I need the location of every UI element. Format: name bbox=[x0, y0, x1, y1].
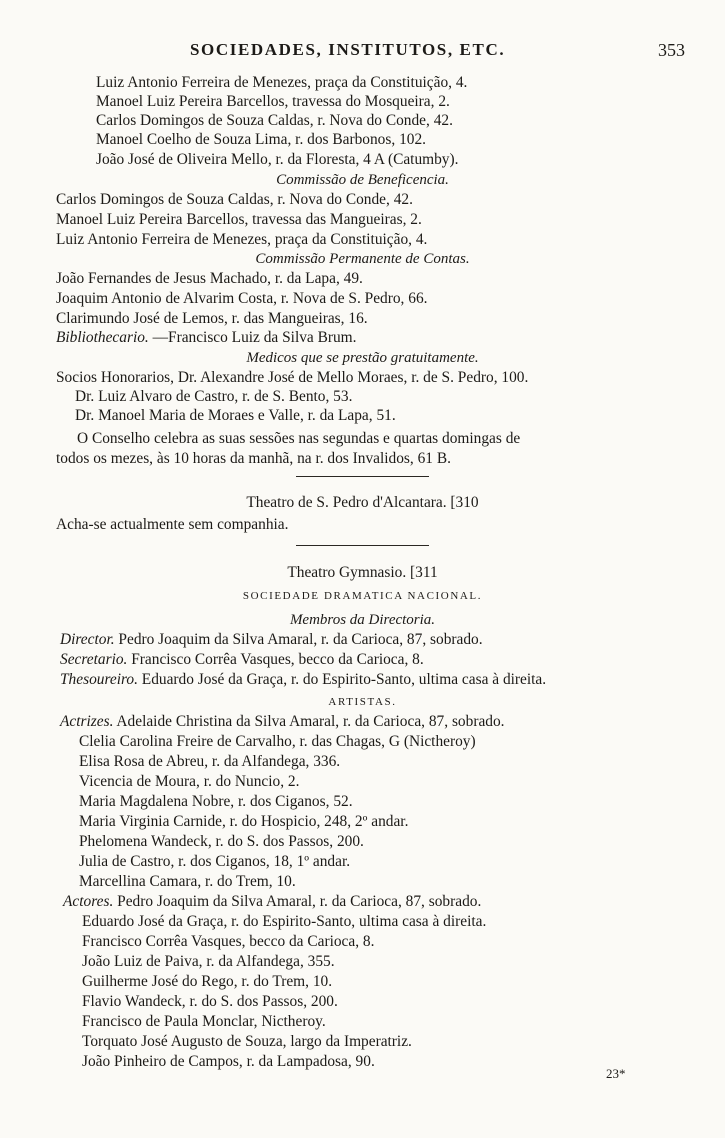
section-title: Theatro de S. Pedro d'Alcantara. [310 bbox=[246, 494, 479, 511]
text-line: Marcellina Camara, r. do Trem, 10. bbox=[79, 873, 296, 890]
text-line: Luiz Antonio Ferreira de Menezes, praça da Constituição, 4. bbox=[96, 74, 468, 91]
page-header bbox=[0, 40, 725, 66]
text-line bbox=[56, 328, 357, 348]
section-heading: Medicos que se prestão gratuitamente. bbox=[246, 350, 479, 366]
role-holder: Francisco Corrêa Vasques, becco da Carioca, 8. bbox=[127, 651, 424, 668]
text-line: Luiz Antonio Ferreira de Menezes, praça da Constituição, 4. bbox=[56, 231, 428, 248]
role-label: Actrizes. bbox=[60, 713, 114, 730]
section-heading: Commissão Permanente de Contas. bbox=[255, 251, 470, 267]
text-line bbox=[60, 712, 505, 732]
paragraph-line: O Conselho celebra as suas sessões nas segundas e quartas domingas de bbox=[77, 430, 521, 447]
text-line: Manoel Luiz Pereira Barcellos, travessa do Mosqueira, 2. bbox=[96, 93, 450, 110]
text-line: Francisco de Paula Monclar, Nictheroy. bbox=[82, 1013, 326, 1030]
divider-rule bbox=[296, 476, 429, 477]
text-line: Dr. Luiz Alvaro de Castro, r. de S. Bento, 53. bbox=[75, 388, 353, 405]
text-line: Vicencia de Moura, r. do Nuncio, 2. bbox=[79, 773, 300, 790]
role-label: Actores. bbox=[63, 893, 114, 910]
role-label: Secretario. bbox=[60, 651, 128, 668]
text-line: Carlos Domingos de Souza Caldas, r. Nova do Conde, 42. bbox=[56, 191, 413, 208]
running-title: SOCIEDADES, INSTITUTOS, ETC. bbox=[190, 40, 506, 59]
role-holder: Adelaide Christina da Silva Amaral, r. da Carioca, 87, sobrado. bbox=[113, 713, 505, 730]
role-holder: —Francisco Luiz da Silva Brum. bbox=[148, 329, 357, 346]
section-heading: Membros da Directoria. bbox=[289, 612, 436, 628]
role-label: Bibliothecario. bbox=[56, 329, 149, 346]
section-title: Theatro Gymnasio. [311 bbox=[287, 564, 438, 581]
text-line: Eduardo José da Graça, r. do Espirito-Santo, ultima casa à direita. bbox=[82, 913, 487, 930]
text-line: Joaquim Antonio de Alvarim Costa, r. Nova de S. Pedro, 66. bbox=[56, 290, 428, 307]
role-label: Director. bbox=[60, 631, 115, 648]
text-line: João Pinheiro de Campos, r. da Lampadosa, 90. bbox=[82, 1053, 375, 1070]
text-line: João Fernandes de Jesus Machado, r. da Lapa, 49. bbox=[56, 270, 363, 287]
text-line: Francisco Corrêa Vasques, becco da Carioca, 8. bbox=[82, 933, 375, 950]
text-line bbox=[60, 630, 483, 650]
text-line: Manoel Luiz Pereira Barcellos, travessa das Mangueiras, 2. bbox=[56, 211, 422, 228]
text-line: Maria Magdalena Nobre, r. dos Ciganos, 52. bbox=[79, 793, 353, 810]
text-line: Torquato José Augusto de Souza, largo da Imperatriz. bbox=[82, 1033, 412, 1050]
text-line: Maria Virginia Carnide, r. do Hospicio, 248, 2º andar. bbox=[79, 813, 409, 830]
role-holder: Pedro Joaquim da Silva Amaral, r. da Carioca, 87, sobrado. bbox=[113, 893, 482, 910]
text-line: Guilherme José do Rego, r. do Trem, 10. bbox=[82, 973, 333, 990]
role-label: Thesoureiro. bbox=[60, 671, 138, 688]
text-line: João José de Oliveira Mello, r. da Floresta, 4 A (Catumby). bbox=[96, 151, 459, 168]
role-holder: Eduardo José da Graça, r. do Espirito-Santo, ultima casa à direita. bbox=[137, 671, 547, 688]
text-line bbox=[60, 650, 424, 670]
text-line: Socios Honorarios, Dr. Alexandre José de Mello Moraes, r. de S. Pedro, 100. bbox=[56, 369, 529, 386]
text-line: Clelia Carolina Freire de Carvalho, r. das Chagas, G (Nictheroy) bbox=[79, 733, 476, 750]
divider-rule bbox=[296, 545, 429, 546]
role-holder: Pedro Joaquim da Silva Amaral, r. da Carioca, 87, sobrado. bbox=[114, 631, 483, 648]
text-line: Manoel Coelho de Souza Lima, r. dos Barbonos, 102. bbox=[96, 131, 426, 148]
text-line: Flavio Wandeck, r. do S. dos Passos, 200. bbox=[82, 993, 338, 1010]
text-line: Phelomena Wandeck, r. do S. dos Passos, 200. bbox=[79, 833, 364, 850]
text-line: Acha-se actualmente sem companhia. bbox=[56, 516, 289, 533]
text-line bbox=[63, 892, 481, 912]
signature-mark: 23* bbox=[606, 1066, 626, 1081]
section-heading: Commissão de Beneficencia. bbox=[276, 172, 449, 188]
subsection-title: ARTISTAS. bbox=[328, 696, 397, 708]
paragraph-line: todos os mezes, às 10 horas da manhã, na r. dos Invalidos, 61 B. bbox=[56, 450, 451, 467]
text-line bbox=[60, 670, 546, 690]
text-line: Clarimundo José de Lemos, r. das Mangueiras, 16. bbox=[56, 310, 368, 327]
text-line: Carlos Domingos de Souza Caldas, r. Nova do Conde, 42. bbox=[96, 112, 453, 129]
page-number: 353 bbox=[658, 40, 685, 60]
subsection-title: SOCIEDADE DRAMATICA NACIONAL. bbox=[242, 590, 483, 602]
text-line: Elisa Rosa de Abreu, r. da Alfandega, 336. bbox=[79, 753, 341, 770]
text-line: Julia de Castro, r. dos Ciganos, 18, 1º andar. bbox=[79, 853, 351, 870]
text-line: Dr. Manoel Maria de Moraes e Valle, r. da Lapa, 51. bbox=[75, 407, 396, 424]
text-line: João Luiz de Paiva, r. da Alfandega, 355. bbox=[82, 953, 335, 970]
